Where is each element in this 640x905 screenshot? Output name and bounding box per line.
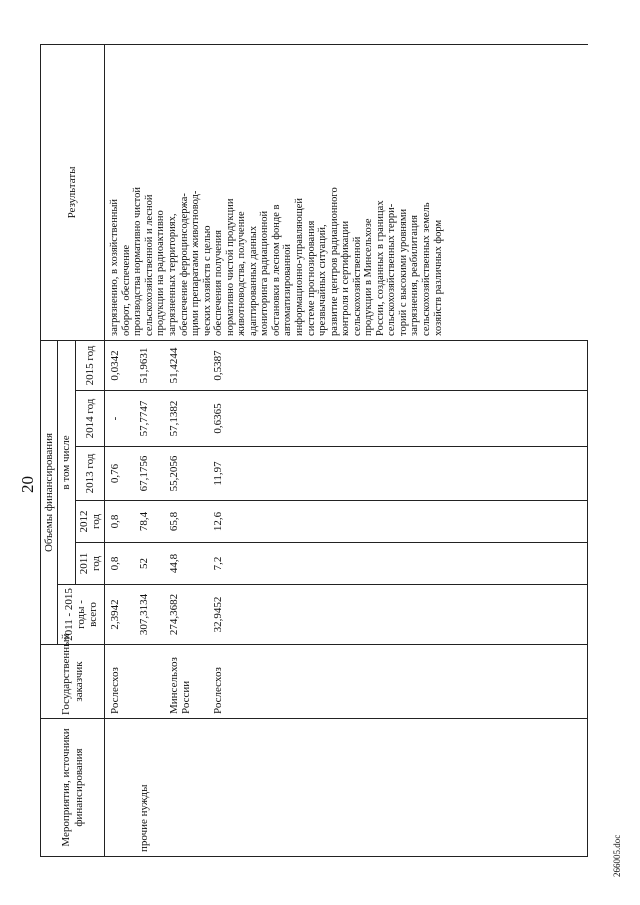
header-customer: Государственный заказчик	[41, 645, 105, 719]
row-customer	[135, 645, 165, 719]
results-line: автоматизированной	[282, 244, 294, 336]
row-2015: 0,5387	[209, 340, 588, 390]
row-2011: 0,8	[105, 543, 135, 585]
results-line: производства нормативно чистой	[132, 187, 144, 336]
results-line: хозяйств различных форм	[432, 219, 444, 336]
results-line: животноводства, получение	[236, 211, 248, 336]
header-year-2013: 2013 год	[75, 447, 105, 501]
row-2015: 51,9631	[135, 340, 165, 390]
results-line: обеспечения получения	[213, 230, 225, 336]
results-line: России, созданных в границах	[374, 200, 386, 336]
header-activities: Мероприятия, источники финансирования	[41, 719, 105, 857]
funding-table	[40, 44, 588, 857]
row-2012: 65,8	[165, 501, 209, 543]
row-2013: 0,76	[105, 447, 135, 501]
results-line: развитие центров радиационного	[328, 187, 340, 336]
row-customer: Минсельхоз России	[165, 645, 209, 719]
row-2015: 51,4244	[165, 340, 209, 390]
row-customer: Рослесхоз	[105, 645, 135, 719]
table-row	[105, 44, 135, 856]
results-line: сельскохозяйственных земель	[421, 202, 433, 336]
results-line: контроля и сертификации	[340, 220, 352, 336]
header-funding: Объемы финансирования	[41, 340, 58, 644]
results-line: системе прогнозирования	[305, 220, 317, 336]
results-line: обеспечение ферроцинсодержа-	[178, 193, 190, 336]
results-line: сельскохозяйственных терри-	[386, 203, 398, 336]
row-2011: 52	[135, 543, 165, 585]
row-activity	[165, 719, 209, 857]
results-line: ческих хозяйств с целью	[201, 225, 213, 336]
results-line: чрезвычайных ситуаций,	[317, 224, 329, 336]
results-line: сельскохозяйственной	[351, 236, 363, 336]
row-2014: 57,7747	[135, 391, 165, 447]
row-activity: прочие нужды	[135, 719, 165, 857]
row-2014: -	[105, 391, 135, 447]
results-line: обстановки в лесном фонде в	[270, 204, 282, 336]
results-line: сельскохозяйственной и лесной	[143, 194, 155, 336]
row-activity	[209, 719, 588, 857]
row-total: 307,3134	[135, 585, 165, 645]
results-line: оборот, обеспечение	[120, 244, 132, 336]
results-line: щими препаратами животновод-	[190, 190, 202, 336]
row-total: 274,3682	[165, 585, 209, 645]
row-2013: 67,1756	[135, 447, 165, 501]
document-code: 266005.doc	[612, 834, 622, 877]
header-results: Результаты	[41, 44, 105, 340]
results-cell	[105, 44, 588, 340]
page-number: 20	[18, 476, 37, 493]
results-line: мониторинга радиационной	[259, 210, 271, 336]
row-2013: 55,2056	[165, 447, 209, 501]
row-total: 2,3942	[105, 585, 135, 645]
header-year-2011: 2011 год	[75, 543, 105, 585]
row-2014: 57,1382	[165, 391, 209, 447]
row-2015: 0,0342	[105, 340, 135, 390]
header-including: в том числе	[58, 340, 75, 584]
results-line: загрязненных территориях,	[166, 213, 178, 336]
header-year-2015: 2015 год	[75, 340, 105, 390]
row-2012: 12,6	[209, 501, 588, 543]
results-line: продукции в Минсельхозе	[363, 218, 375, 336]
results-line: загрязнения, реабилитация	[409, 215, 421, 336]
results-line: нормативно чистой продукции	[224, 198, 236, 336]
row-2012: 0,8	[105, 501, 135, 543]
results-line: адаптированных данных	[247, 225, 259, 336]
results-line: торий с высокими уровнями	[397, 208, 409, 336]
header-year-2012: 2012 год	[75, 501, 105, 543]
row-customer: Рослесхоз	[209, 645, 588, 719]
results-line: информационно-управляющей	[294, 197, 305, 336]
header-year-2014: 2014 год	[75, 391, 105, 447]
row-2012: 78,4	[135, 501, 165, 543]
row-total: 32,9452	[209, 585, 588, 645]
row-2011: 44,8	[165, 543, 209, 585]
row-2013: 11,97	[209, 447, 588, 501]
header-row-1	[41, 44, 58, 856]
results-line: загрязнению, в хозяйственный	[109, 198, 121, 336]
header-total: 2011 - 2015 годы - всего	[58, 585, 105, 645]
row-2011: 7,2	[209, 543, 588, 585]
results-line: продукции на радиоактивно	[155, 210, 167, 336]
row-activity	[105, 719, 135, 857]
row-2014: 0,6365	[209, 391, 588, 447]
